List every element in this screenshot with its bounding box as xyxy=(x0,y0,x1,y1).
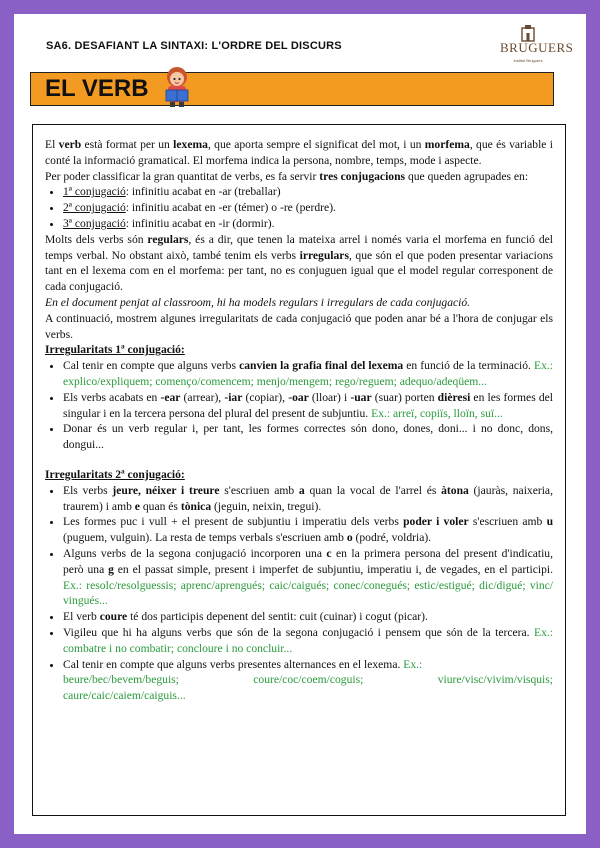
section-2-heading: Irregularitats 2ª conjugació: xyxy=(45,467,185,481)
list-item: • 3ª conjugació: infinitiu acabat en -ir (dormir). xyxy=(63,216,553,232)
intro-paragraph-2: Per poder classificar la gran quantitat de verbs, es fa servir tres conjugacions que queden agrupades en: xyxy=(45,169,529,183)
classroom-note: En el document penjat al classroom, hi ha models regulars i irregulars de cada conjugació. xyxy=(45,295,471,309)
unit-title: SA6. DESAFIANT LA SINTAXI: L'ORDRE DEL DISCURS xyxy=(46,40,342,52)
title-banner xyxy=(30,72,554,106)
intro-paragraph-3: Molts dels verbs són regulars, és a dir, que tenen la mateixa arrel i només varia el morfema en funció del temps verbal. No obstant això, també tenim els verbs irregulars, que són el que poden presentar variacions tant en el lexema com en el morfema: per tant, no es conjuguen igual que el model regular corresponent de cada conjugació. xyxy=(45,232,554,294)
school-logo xyxy=(500,24,574,74)
list-item: • Vigileu que hi ha alguns verbs que són de la segona conjugació i pensem que són de la tercera. Ex.: combatre i no combatir; concloure i no concluir... xyxy=(63,625,553,657)
section-2-list xyxy=(45,483,553,704)
list-item: • El verb coure té dos participis depenent del sentit: cuit (cuinar) i cogut (picar). xyxy=(63,609,553,625)
list-item: • Cal tenir en compte que alguns verbs canvien la grafia final del lexema en funció de la terminació. Ex.: explico/expliquem; començo/comencem; menjo/mengem; rego/reguem; adequo/adeqüem... xyxy=(63,358,553,390)
list-item: • Els verbs jeure, néixer i treure s'escriuen amb a quan la vocal de l'arrel és àtona (jauràs, naixeria, traurem) i amb e quan és tònica (jeguin, neixin, tregui). xyxy=(63,483,553,515)
conjugation-list xyxy=(45,184,553,231)
section-1-heading: Irregularitats 1ª conjugació: xyxy=(45,343,185,357)
content-box xyxy=(32,124,566,816)
list-item: • 1ª conjugació: infinitiu acabat en -ar (treballar) xyxy=(63,184,553,200)
list-item: • Les formes puc i vull + el present de subjuntiu i imperatiu dels verbs poder i voler s'escriuen amb u (puguem, vulguin). La resta de temps verbals s'escriuen amb o (podré, voldria). xyxy=(63,514,553,546)
logo-text: BRUGUERS xyxy=(500,40,574,55)
example-row: beure/bec/bevem/beguis; coure/coc/coem/coguis; viure/visc/vivim/visquis; xyxy=(63,673,553,687)
list-item: • Alguns verbs de la segona conjugació incorporen una c en la primera persona del present d'indicatiu, però una g en el passat simple, present i imperfet de subjuntiu, imperatiu i, de vegades, en el participi. Ex.: resolc/resolguessis; aprenc/aprengués; caic/caigués; conec/conegués; estic/estigué; dic/digué; vinc/ vingués... xyxy=(63,546,553,609)
page-title: EL VERB xyxy=(45,75,149,102)
section-1-list xyxy=(45,358,553,453)
example-last: caure/caic/caiem/caiguis... xyxy=(63,689,186,703)
logo-subtext: Institut Bruguers xyxy=(513,58,543,63)
list-item: • Els verbs acabats en -ear (arrear), -iar (copiar), -oar (lloar) i -uar (suar) porten dièresi en les formes del singular i en la tercera persona del plural del present de subjuntiu. Ex.: arreï, copiïs, lloïn, suï... xyxy=(63,390,553,422)
content-text xyxy=(45,137,553,704)
list-item: • 2ª conjugació: infinitiu acabat en -er (témer) o -re (perdre). xyxy=(63,200,553,216)
list-item: • Donar és un verb regular i, per tant, les formes correctes són dono, dones, doni... i no donc, dons, dongui... xyxy=(63,421,553,453)
intro-paragraph-5: A continuació, mostrem algunes irregularitats de cada conjugació que poden anar bé a l'hora de conjugar els verbs. xyxy=(45,311,553,341)
list-item: • Cal tenir en compte que alguns verbs presentes alternances en el lexema. Ex.: beure/bec/bevem/beguis; coure/coc/coem/coguis; viure/visc/vivim/visquis; caure/caic/caiem/caiguis... xyxy=(63,657,553,704)
intro-paragraph-1: El verb està format per un lexema, que aporta sempre el significat del mot, i un morfema, que és variable i conté la informació gramatical. El morfema indica la persona, nombre, temps, mode i aspecte. xyxy=(45,138,553,167)
reading-girl-icon xyxy=(160,66,194,108)
spacer xyxy=(45,453,553,467)
